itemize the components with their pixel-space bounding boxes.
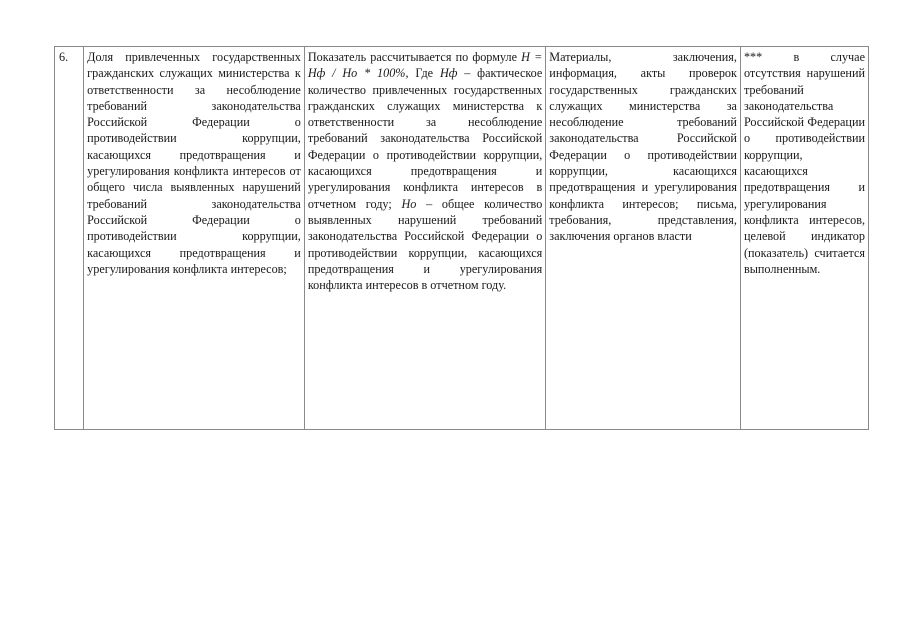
calculation-intro: Показатель рассчитывается по формуле bbox=[307, 50, 517, 64]
indicator-name: Доля привлеченных государственных гражданских служащих министерства к ответственности за несоблюдение требований законодательства Российской Федерации о противодействии коррупции, касающихся предотвращения и урегулирования конфликта интересов от общего числа выявленных нарушений требований законодательства Российской Федерации о противодействии коррупции, касающихся предотвращения и урегулирования конфликта интересов; bbox=[87, 50, 301, 276]
note-cell bbox=[740, 47, 868, 430]
no-variable: Но bbox=[401, 196, 417, 211]
table-row bbox=[55, 47, 869, 430]
calculation-formula: Н = Нф / Но * 100%, bbox=[307, 50, 543, 81]
row-number: 6. bbox=[55, 47, 84, 430]
note-first-line: *** в случае bbox=[743, 50, 865, 64]
sources-cell bbox=[546, 47, 741, 430]
no-definition: – общее количество выявленных нарушений требований законодательства Российской Федерации о противодействии коррупции, касающихся предотвращения и урегулирования конфликта интересов в отчетном году. bbox=[307, 196, 543, 293]
note-text: отсутствия нарушений требований законодательства Российской Федерации о противодействии коррупции, касающихся предотвращения и урегулирования конфликта интересов, целевой индикатор (показатель) считается выполненным. bbox=[743, 66, 865, 276]
nf-prefix: Где bbox=[415, 66, 434, 81]
indicator-name-cell bbox=[84, 47, 305, 430]
nf-definition: – фактическое количество привлеченных государственных гражданских служащих министерства к ответственности за несоблюдение требований законодательства Российской Федерации о противодействии коррупции, касающихся предотвращения и урегулирования конфликта интересов в отчетном году; bbox=[307, 66, 543, 211]
calculation-text bbox=[308, 49, 542, 293]
calculation-cell bbox=[304, 47, 545, 430]
nf-variable: Нф bbox=[439, 66, 458, 81]
indicator-table bbox=[54, 46, 869, 430]
sources-text: Материалы, заключения, информация, акты проверок государственных гражданских служащих министерства за несоблюдение требований законодательства Российской Федерации о противодействии коррупции, касающихся предотвращения и урегулирования конфликта интересов; письма, требования, представления, заключения органов власти bbox=[549, 50, 737, 244]
